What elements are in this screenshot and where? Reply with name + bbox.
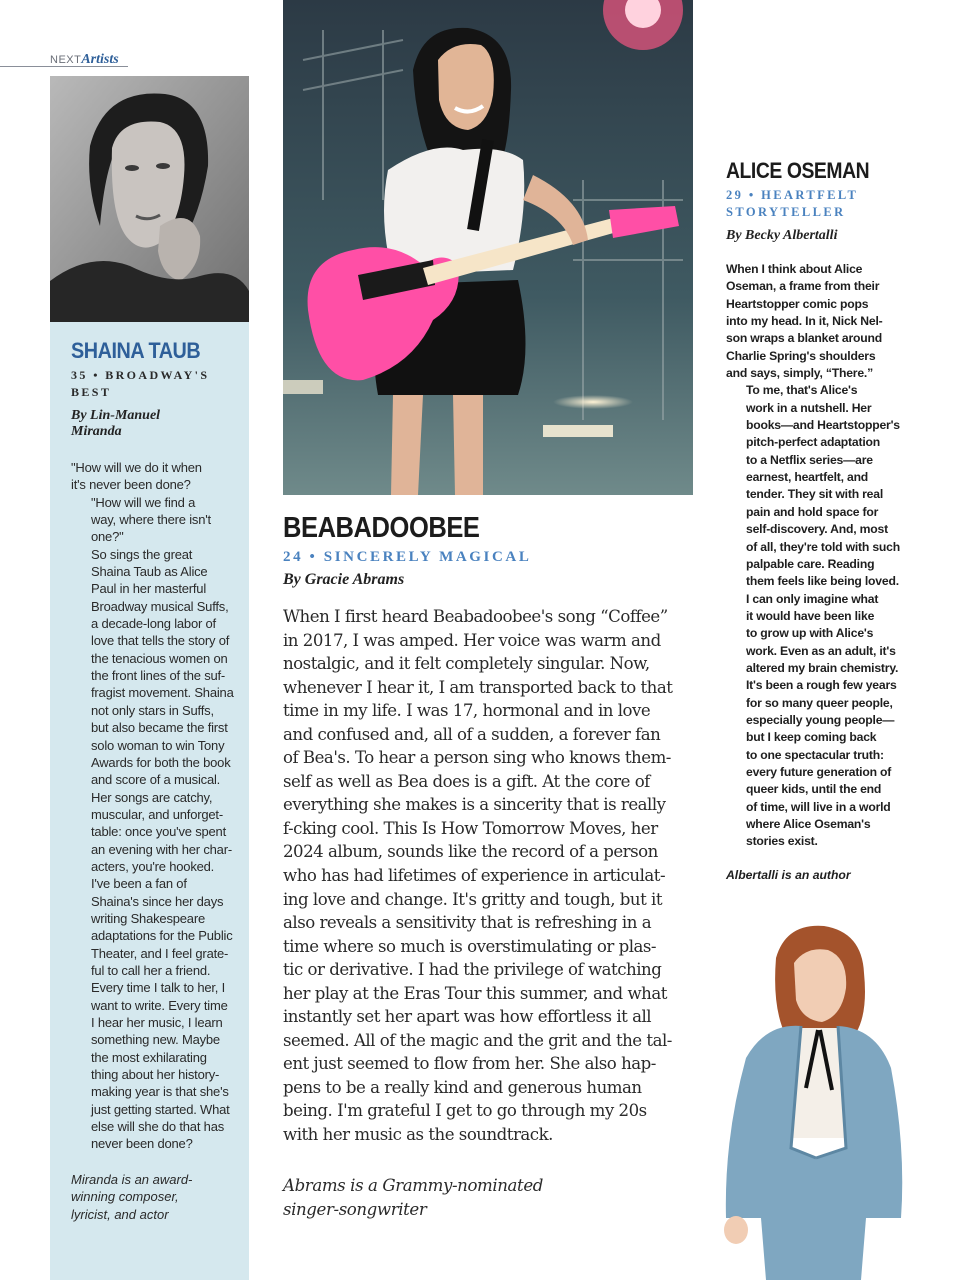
- bea-line: seemed. All of the magic and the grit and the tal-: [283, 1030, 672, 1050]
- alice-line: and says, simply, “There.”: [726, 366, 873, 381]
- taub-line: and score of a musical.: [91, 772, 221, 788]
- taub-line: Broadway musical Suffs,: [91, 598, 229, 614]
- alice-line: son wraps a blanket around: [726, 331, 882, 346]
- taub-line: "How will we do it when: [71, 460, 202, 475]
- section-title: Artists: [81, 52, 119, 67]
- bea-line: ing love and change. It's gritty and tough, but it: [283, 889, 663, 909]
- bea-line: When I first heard Beabadoobee's song “Coffee”: [283, 607, 668, 626]
- taub-line: want to write. Every time: [91, 997, 228, 1013]
- taub-paragraph: [71, 875, 233, 1153]
- taub-line: way, where there isn't: [91, 512, 211, 528]
- beabadoobee-article-body: [283, 605, 693, 1147]
- alice-line: queer kids, until the end: [746, 782, 882, 797]
- alice-oseman-name-heading: ALICE OSEMAN: [726, 158, 870, 183]
- alice-paragraph: [726, 591, 906, 851]
- alice-line: It's been a rough few years: [746, 678, 897, 693]
- taub-credit-line: lyricist, and actor: [71, 1206, 169, 1222]
- alice-paragraph: [726, 261, 906, 382]
- taub-line: So sings the great: [91, 546, 193, 562]
- alice-line: pain and hold space for: [746, 504, 879, 519]
- alice-line: them feels like being loved.: [746, 574, 899, 589]
- bea-line: whenever I hear it, I am transported back to that: [283, 677, 673, 697]
- alice-line: When I think about Alice: [726, 262, 863, 276]
- taub-paragraph: [71, 459, 233, 494]
- taub-line: I hear her music, I learn: [91, 1015, 223, 1030]
- taub-line: one?": [91, 529, 124, 545]
- alice-tagline-line: 29 • HEARTFELT: [726, 188, 859, 202]
- beabadoobee-name-heading: BEABADOOBEE: [283, 512, 480, 544]
- taub-line: Shaina's since her days: [91, 893, 224, 909]
- taub-byline: [71, 408, 241, 440]
- taub-byline-line: Miranda: [71, 424, 122, 439]
- taub-paragraph: [71, 546, 233, 876]
- taub-credit-line: winning composer,: [71, 1189, 179, 1205]
- alice-line: but I keep coming back: [746, 730, 877, 745]
- alice-line: Charlie Spring's shoulders: [726, 348, 876, 363]
- bea-line: 2024 album, sounds like the record of a person: [283, 842, 658, 862]
- beabadoobee-concert-photo: [283, 0, 693, 495]
- alice-oseman-tagline: [726, 187, 906, 221]
- becky-albertalli-cutout-photo: [706, 918, 920, 1280]
- bea-line: and confused and, all of a sudden, a forever fan: [283, 724, 661, 744]
- taub-line: love that tells the story of: [91, 633, 230, 649]
- taub-line: Awards for both the book: [91, 754, 231, 770]
- bea-line: of Bea's. To hear a person sing who knows them-: [283, 748, 671, 768]
- alice-line: it would have been like: [746, 608, 875, 623]
- alice-line: tender. They sit with real: [746, 487, 884, 502]
- alice-line: stories exist.: [746, 834, 818, 849]
- alice-line: of all, they're told with such: [746, 539, 900, 554]
- taub-paragraph: [71, 494, 233, 546]
- bea-line: self as well as Bea does is a gift. At the core of: [283, 771, 650, 791]
- alice-line: to one spectacular truth:: [746, 747, 884, 762]
- bea-line: instantly set her apart was how effortless it all: [283, 1007, 652, 1027]
- taub-line: ful to call her a friend.: [91, 962, 211, 978]
- alice-line: books—and Heartstopper's: [746, 418, 900, 433]
- section-prefix: NEXT: [50, 54, 82, 66]
- taub-portrait-photo: [50, 76, 249, 322]
- bea-line: with her music as the soundtrack.: [283, 1125, 553, 1145]
- alice-line: into my head. In it, Nick Nel-: [726, 314, 883, 329]
- taub-tagline: [71, 367, 236, 401]
- taub-line: something new. Maybe: [91, 1032, 220, 1048]
- bea-line: her play at the Eras Tour this summer, and what: [283, 983, 667, 1003]
- alice-line: to a Netflix series—are: [746, 452, 873, 467]
- taub-line: but also became the first: [91, 720, 228, 736]
- taub-line: just getting started. What: [91, 1101, 230, 1117]
- alice-tagline-line: STORYTELLER: [726, 205, 846, 219]
- taub-line: adaptations for the Public: [91, 928, 233, 944]
- taub-line: making year is that she's: [91, 1084, 229, 1100]
- taub-byline-line: By Lin-Manuel: [71, 408, 161, 423]
- alice-line: To me, that's Alice's: [746, 383, 858, 398]
- alice-oseman-author-credit: Albertalli is an author: [726, 868, 851, 882]
- taub-tagline-line: 35 • BROADWAY'S: [71, 368, 210, 382]
- alice-oseman-article-body: [726, 261, 906, 851]
- alice-line: Oseman, a frame from their: [726, 279, 880, 294]
- taub-line: the tenacious women on: [91, 650, 228, 666]
- taub-line: Paul in her masterful: [91, 581, 207, 597]
- taub-line: "How will we find a: [91, 494, 196, 510]
- taub-line: the most exhilarating: [91, 1049, 207, 1065]
- bea-line: time where so much is overstimulating or plas-: [283, 936, 657, 956]
- taub-line: muscular, and unforget-: [91, 806, 223, 822]
- taub-line: fragist movement. Shaina: [91, 685, 234, 701]
- taub-line: an evening with her char-: [91, 841, 232, 857]
- beabadoobee-byline: By Gracie Abrams: [283, 571, 405, 588]
- taub-line: a decade-long labor of: [91, 616, 216, 632]
- bea-line: also reveals a sensitivity that is refreshing in a: [283, 913, 652, 933]
- bea-line: everything she makes is a sincerity that is really: [283, 795, 666, 815]
- bea-line: being. I'm grateful I get to go through my 20s: [283, 1101, 647, 1121]
- bea-line: in 2017, I was amped. Her voice was warm and: [283, 630, 661, 650]
- alice-paragraph: [726, 382, 906, 590]
- taub-line: never been done?: [91, 1136, 193, 1152]
- alice-line: palpable care. Reading: [746, 556, 875, 571]
- taub-line: else will she do that has: [91, 1119, 225, 1135]
- taub-line: acters, you're hooked.: [91, 858, 215, 874]
- taub-credit-line: Miranda is an award-: [71, 1172, 193, 1187]
- alice-line: of time, will live in a world: [746, 799, 891, 814]
- taub-line: Theater, and I feel grate-: [91, 945, 229, 961]
- alice-line: earnest, heartfelt, and: [746, 470, 869, 485]
- beabadoobee-tagline: 24 • SINCERELY MAGICAL: [283, 549, 532, 565]
- alice-line: every future generation of: [746, 764, 892, 779]
- section-tag: [50, 51, 119, 68]
- bea-line: pens to be a really kind and generous human: [283, 1077, 642, 1097]
- bea-line: f-cking cool. This Is How Tomorrow Moves, her: [283, 818, 658, 838]
- alice-line: especially young people—: [746, 712, 895, 727]
- alice-line: for so many queer people,: [746, 695, 893, 710]
- bea-line: tic or derivative. I had the privilege of watching: [283, 960, 662, 980]
- taub-line: the front lines of the suf-: [91, 668, 226, 684]
- alice-line: altered my brain chemistry.: [746, 660, 899, 675]
- taub-line: table: once you've spent: [91, 824, 227, 840]
- taub-name-heading: SHAINA TAUB: [71, 338, 201, 363]
- beabadoobee-author-credit: [283, 1174, 583, 1222]
- bea-line: who has had lifetimes of experience in articulat-: [283, 866, 666, 886]
- alice-line: I can only imagine what: [746, 591, 879, 606]
- alice-line: Heartstopper comic pops: [726, 296, 869, 311]
- alice-line: where Alice Oseman's: [746, 817, 871, 831]
- alice-line: self-discovery. And, most: [746, 522, 888, 537]
- taub-line: Her songs are catchy,: [91, 789, 213, 805]
- taub-article-body: [71, 459, 233, 1153]
- bea-line: ent just seemed to flow from her. She also hap-: [283, 1054, 656, 1074]
- taub-line: not only stars in Suffs,: [91, 702, 214, 718]
- taub-line: solo woman to win Tony: [91, 737, 225, 753]
- taub-line: Every time I talk to her, I: [91, 980, 226, 996]
- bea-line: nostalgic, and it felt completely singular. Now,: [283, 654, 650, 674]
- alice-line: to grow up with Alice's: [746, 626, 874, 641]
- bea-credit-line: Abrams is a Grammy-nominated: [283, 1176, 543, 1195]
- taub-line: writing Shakespeare: [91, 910, 205, 926]
- taub-line: I've been a fan of: [91, 876, 187, 892]
- alice-line: work. Even as an adult, it's: [746, 643, 896, 658]
- bea-line: time in my life. I was 17, hormonal and in love: [283, 701, 651, 721]
- alice-line: work in a nutshell. Her: [746, 400, 872, 415]
- alice-oseman-byline: By Becky Albertalli: [726, 228, 838, 243]
- taub-line: Shaina Taub as Alice: [91, 564, 208, 580]
- taub-author-credit: [71, 1171, 221, 1223]
- taub-line: thing about her history-: [91, 1067, 220, 1083]
- taub-line: it's never been done?: [71, 477, 191, 493]
- alice-line: pitch-perfect adaptation: [746, 435, 881, 450]
- taub-tagline-line: BEST: [71, 385, 112, 399]
- bea-credit-line: singer-songwriter: [283, 1200, 427, 1219]
